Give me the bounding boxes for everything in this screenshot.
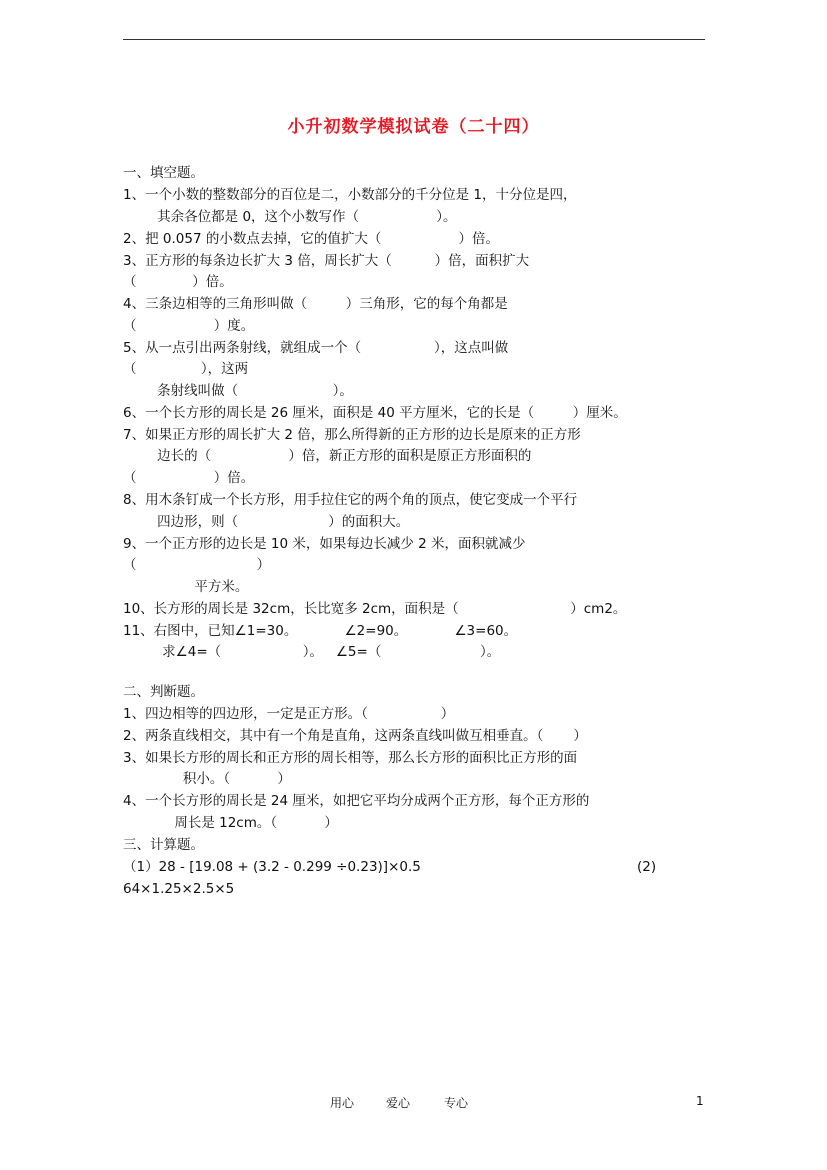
calc-problem-2-label: (2) bbox=[637, 859, 657, 875]
question-line: 四边形，则（ ）的面积大。 bbox=[140, 514, 410, 530]
question-line: 2、把 0.057 的小数点去掉，它的值扩大（ ）倍。 bbox=[123, 231, 500, 247]
header-rule bbox=[123, 39, 705, 40]
question-line: （ ） bbox=[123, 557, 271, 573]
question-line: 1、四边相等的四边形，一定是正方形。（ ） bbox=[123, 706, 455, 722]
question-line: 8、用木条钉成一个长方形，用手拉住它的两个角的顶点，使它变成一个平行 bbox=[123, 492, 578, 508]
question-line: 3、如果长方形的周长和正方形的周长相等，那么长方形的面积比正方形的面 bbox=[123, 750, 578, 766]
page-number: 1 bbox=[696, 1094, 704, 1108]
question-line: 1、一个小数的整数部分的百位是二，小数部分的千分位是 1，十分位是四， bbox=[123, 187, 577, 203]
question-line: 平方米。 bbox=[160, 579, 249, 595]
question-line: （ ）倍。 bbox=[123, 274, 233, 290]
calc-problem-2: 64×1.25×2.5×5 bbox=[123, 881, 235, 897]
question-line: 条射线叫做（ ）。 bbox=[140, 383, 353, 399]
section-heading-fill: 一、填空题。 bbox=[123, 165, 204, 181]
question-line: 边长的（ ）倍，新正方形的面积是原正方形面积的 bbox=[140, 448, 532, 464]
question-line: 4、一个长方形的周长是 24 厘米，如把它平均分成两个正方形，每个正方形的 bbox=[123, 793, 590, 809]
question-line: 10、长方形的周长是 32cm，长比宽多 2cm，面积是（ ）cm2。 bbox=[123, 601, 627, 617]
question-line: 积小。（ ） bbox=[140, 771, 291, 787]
question-line: 9、一个正方形的边长是 10 米，如果每边长减少 2 米，面积就减少 bbox=[123, 536, 526, 552]
question-line: 3、正方形的每条边长扩大 3 倍，周长扩大（ ）倍，面积扩大 bbox=[123, 253, 530, 269]
section-heading-calc: 三、计算题。 bbox=[123, 837, 204, 853]
page-title: 小升初数学模拟试卷（二十四） bbox=[287, 117, 540, 137]
section-heading-judge: 二、判断题。 bbox=[123, 684, 204, 700]
calc-problem-1: （1）28 - [19.08 + (3.2 - 0.299 ÷0.23)]×0.5 bbox=[123, 859, 421, 875]
question-line: （ ）度。 bbox=[123, 318, 255, 334]
question-line: 2、两条直线相交，其中有一个角是直角，这两条直线叫做互相垂直。（ ） bbox=[123, 728, 587, 744]
question-line: 求∠4=（ ）。 ∠5=（ ）。 bbox=[145, 644, 501, 660]
question-line: 7、如果正方形的周长扩大 2 倍，那么所得新的正方形的边长是原来的正方形 bbox=[123, 427, 581, 443]
question-line: （ ），这两 bbox=[123, 361, 249, 377]
question-line: （ ）倍。 bbox=[123, 470, 255, 486]
footer-text: 专心 bbox=[444, 1096, 469, 1110]
footer-text: 爱心 bbox=[386, 1096, 411, 1110]
question-line: 其余各位都是 0，这个小数写作（ ）。 bbox=[140, 209, 457, 225]
question-line: 周长是 12cm。（ ） bbox=[140, 815, 338, 831]
question-line: 5、从一点引出两条射线，就组成一个（ ），这点叫做 bbox=[123, 340, 509, 356]
question-line: 6、一个长方形的周长是 26 厘米，面积是 40 平方厘米，它的长是（ ）厘米。 bbox=[123, 405, 627, 421]
question-line: 4、三条边相等的三角形叫做（ ）三角形，它的每个角都是 bbox=[123, 296, 508, 312]
question-line: 11、右图中，已知∠1=30。 ∠2=90。 ∠3=60。 bbox=[123, 623, 518, 639]
footer-text: 用心 bbox=[330, 1096, 355, 1110]
